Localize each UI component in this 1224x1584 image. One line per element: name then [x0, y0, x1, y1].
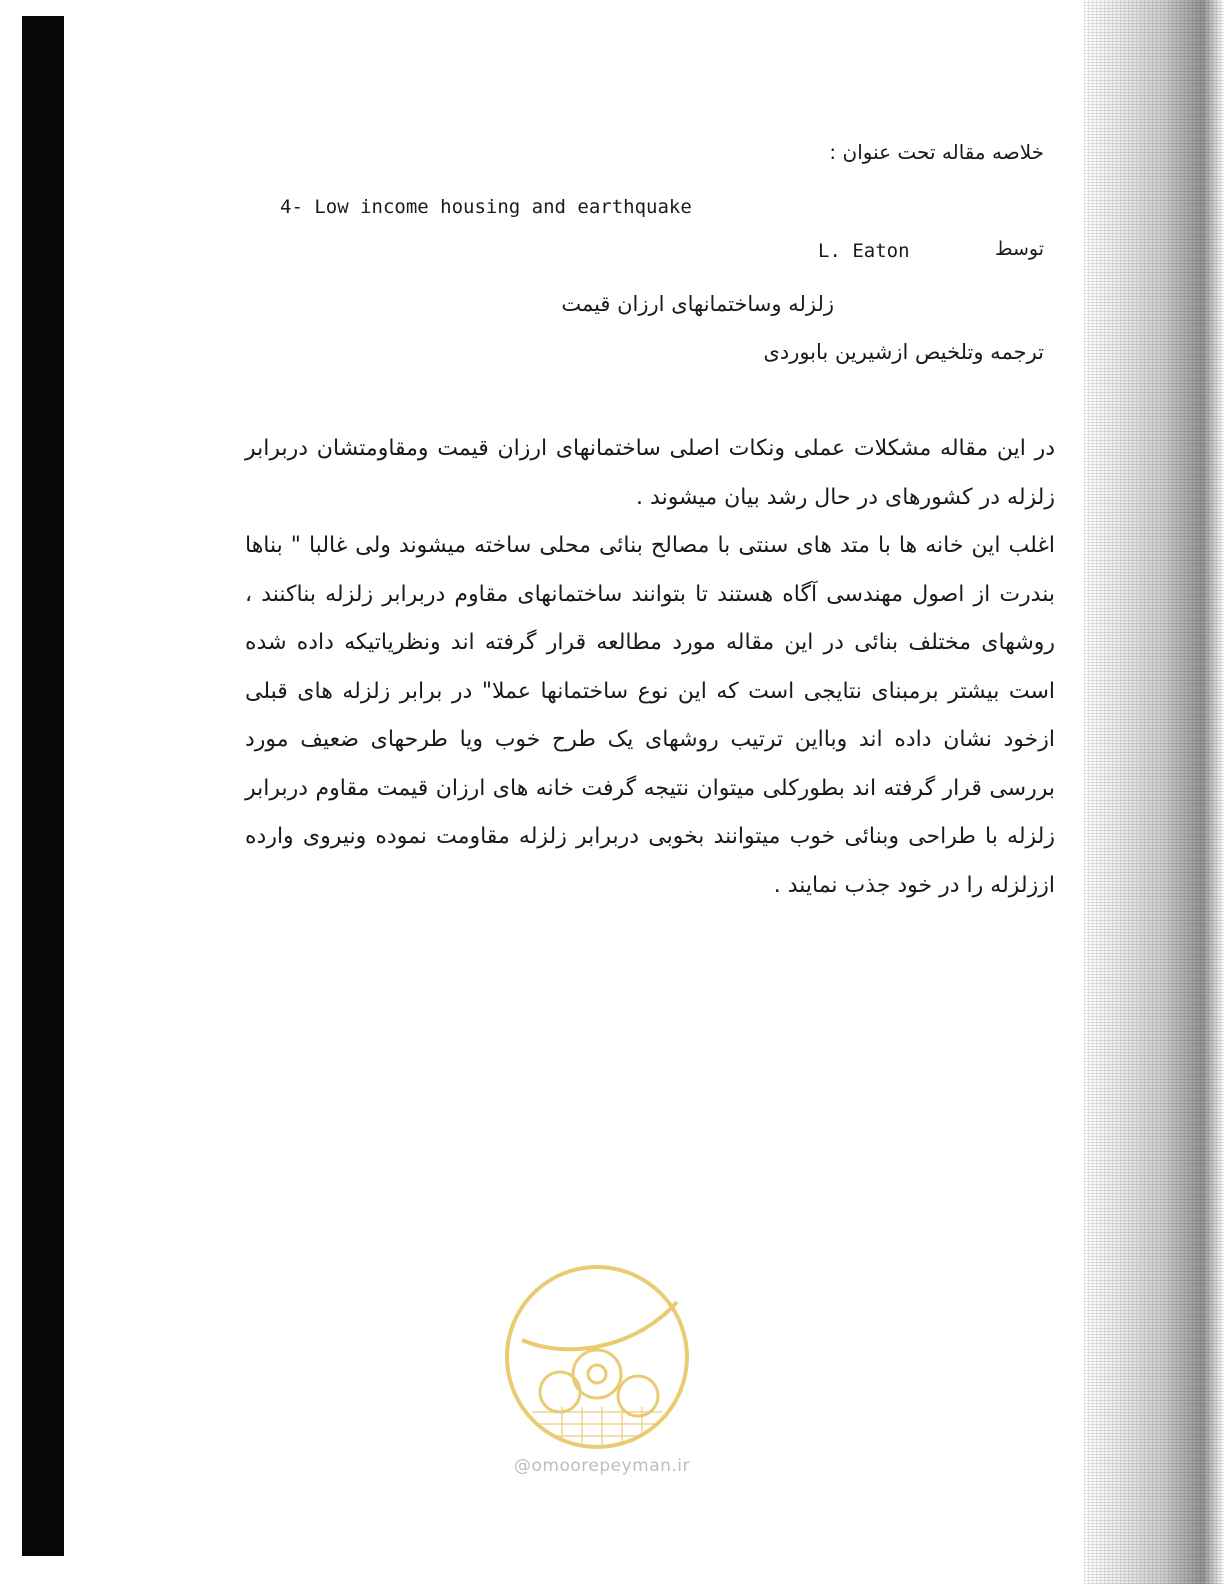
- author-name: L. Eaton: [818, 240, 910, 262]
- watermark-logo: [502, 1262, 692, 1452]
- translator-credit: ترجمه وتلخیص ازشیرین بابوردی: [763, 340, 1044, 364]
- scan-left-edge: [22, 16, 64, 1556]
- watermark-swoosh: [522, 1302, 677, 1349]
- article-summary-body: [245, 425, 1055, 910]
- summary-heading: خلاصه مقاله تحت عنوان :: [829, 140, 1044, 164]
- body-paragraph-1: در این مقاله مشکلات عملی ونکات اصلی ساختمانهای ارزان قیمت ومقاومتشان دربرابر زلزله در کشورهای در حال رشد بیان میشوند .: [245, 436, 1055, 510]
- watermark-gears: [540, 1350, 658, 1416]
- author-label: توسط: [994, 238, 1044, 260]
- watermark-grid: [532, 1407, 662, 1445]
- body-paragraph-2: اغلب این خانه ها با متد های سنتی با مصالح بنائی محلی ساخته میشوند ولی غالبا " بناها بندرت از اصول مهندسی آگاه هستند تا بتوانند ساختمانهای مقاوم دربرابر زلزله بناکنند ، روشهای مختلف بنائی در این مقاله مورد مطالعه قرار گرفته اند ونظریاتیکه داده شده است بیشتر برمبنای نتایجی است که این نوع ساختمانها عملا" در برابر زلزله های قبلی ازخود نشان داده اند وبااین ترتیب روشهای یک طرح خوب ویا طرحهای ضعیف مورد بررسی قرار گرفته اند بطورکلی میتوان نتیجه گرفت خانه های ارزان قیمت مقاوم دربرابر زلزله با طراحی وبنائی خوب میتوانند بخوبی دربرابر زلزله مقاومت نموده ونیروی وارده اززلزله را در خود جذب نمایند .: [245, 533, 1055, 898]
- english-article-title: 4- Low income housing and earthquake: [280, 196, 692, 218]
- watermark-url: @omoorepeyman.ir: [513, 1456, 691, 1476]
- persian-article-title: زلزله وساختمانهای ارزان قیمت: [561, 292, 834, 316]
- scan-right-edge-noise: [1084, 0, 1224, 1584]
- watermark-ring: [507, 1267, 687, 1447]
